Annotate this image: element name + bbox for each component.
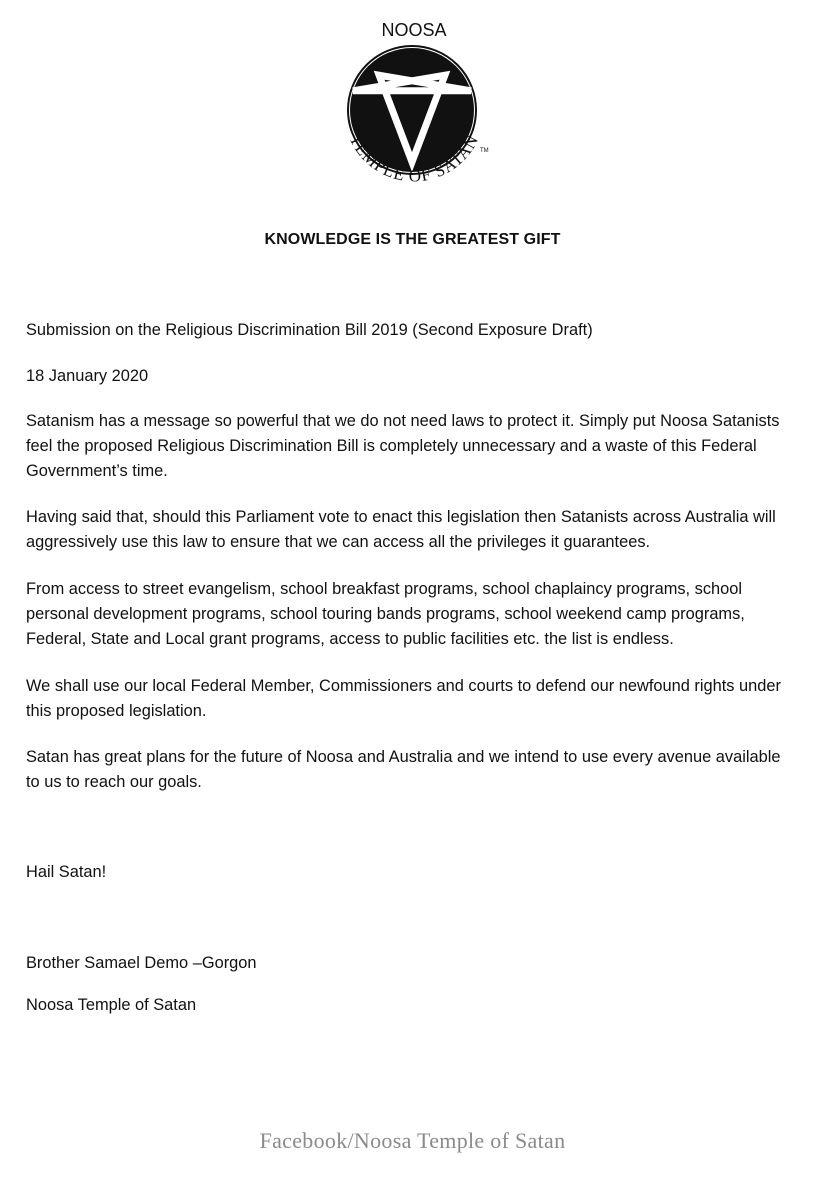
paragraph-5: Satan has great plans for the future of Noosa and Australia and we intend to use every avenue available to us to reach our goals. [26, 748, 781, 791]
subject-line: Submission on the Religious Discrimination Bill 2019 (Second Exposure Draft) [26, 321, 593, 339]
closing-line: Hail Satan! [26, 863, 107, 881]
trademark-mark: TM [480, 148, 489, 154]
logo-bottom-text: TEMPLE OF SATAN [345, 131, 483, 186]
paragraph-1: Satanism has a message so powerful that we do not need laws to protect it. Simply put Noosa Satanists feel the proposed Religious Discrimination Bill is completely unnecessary and a waste of this Federal Government’s time. [26, 412, 780, 480]
paragraph-3: From access to street evangelism, school breakfast programs, school chaplaincy programs, school personal development programs, school touring bands programs, school weekend camp programs, Federal, State and Local grant programs, access to public facilities etc. the list is endless. [26, 580, 745, 648]
signature-org: Noosa Temple of Satan [26, 996, 197, 1014]
watermark-credit: Facebook/Noosa Temple of Satan [259, 1128, 566, 1153]
page-title: KNOWLEDGE IS THE GREATEST GIFT [264, 231, 561, 248]
signature-name: Brother Samael Demo –Gorgon [26, 954, 257, 972]
paragraph-2: Having said that, should this Parliament vote to enact this legislation then Satanists across Australia will aggressively use this law to ensure that we can access all the privileges it guarantees. [26, 508, 776, 551]
paragraph-4: We shall use our local Federal Member, Commissioners and courts to defend our newfound rights under this proposed legislation. [26, 677, 781, 720]
date-line: 18 January 2020 [26, 367, 149, 385]
logo [0, 0, 825, 210]
logo-graphic [0, 0, 825, 210]
logo-top-text: NOOSA [381, 20, 447, 40]
